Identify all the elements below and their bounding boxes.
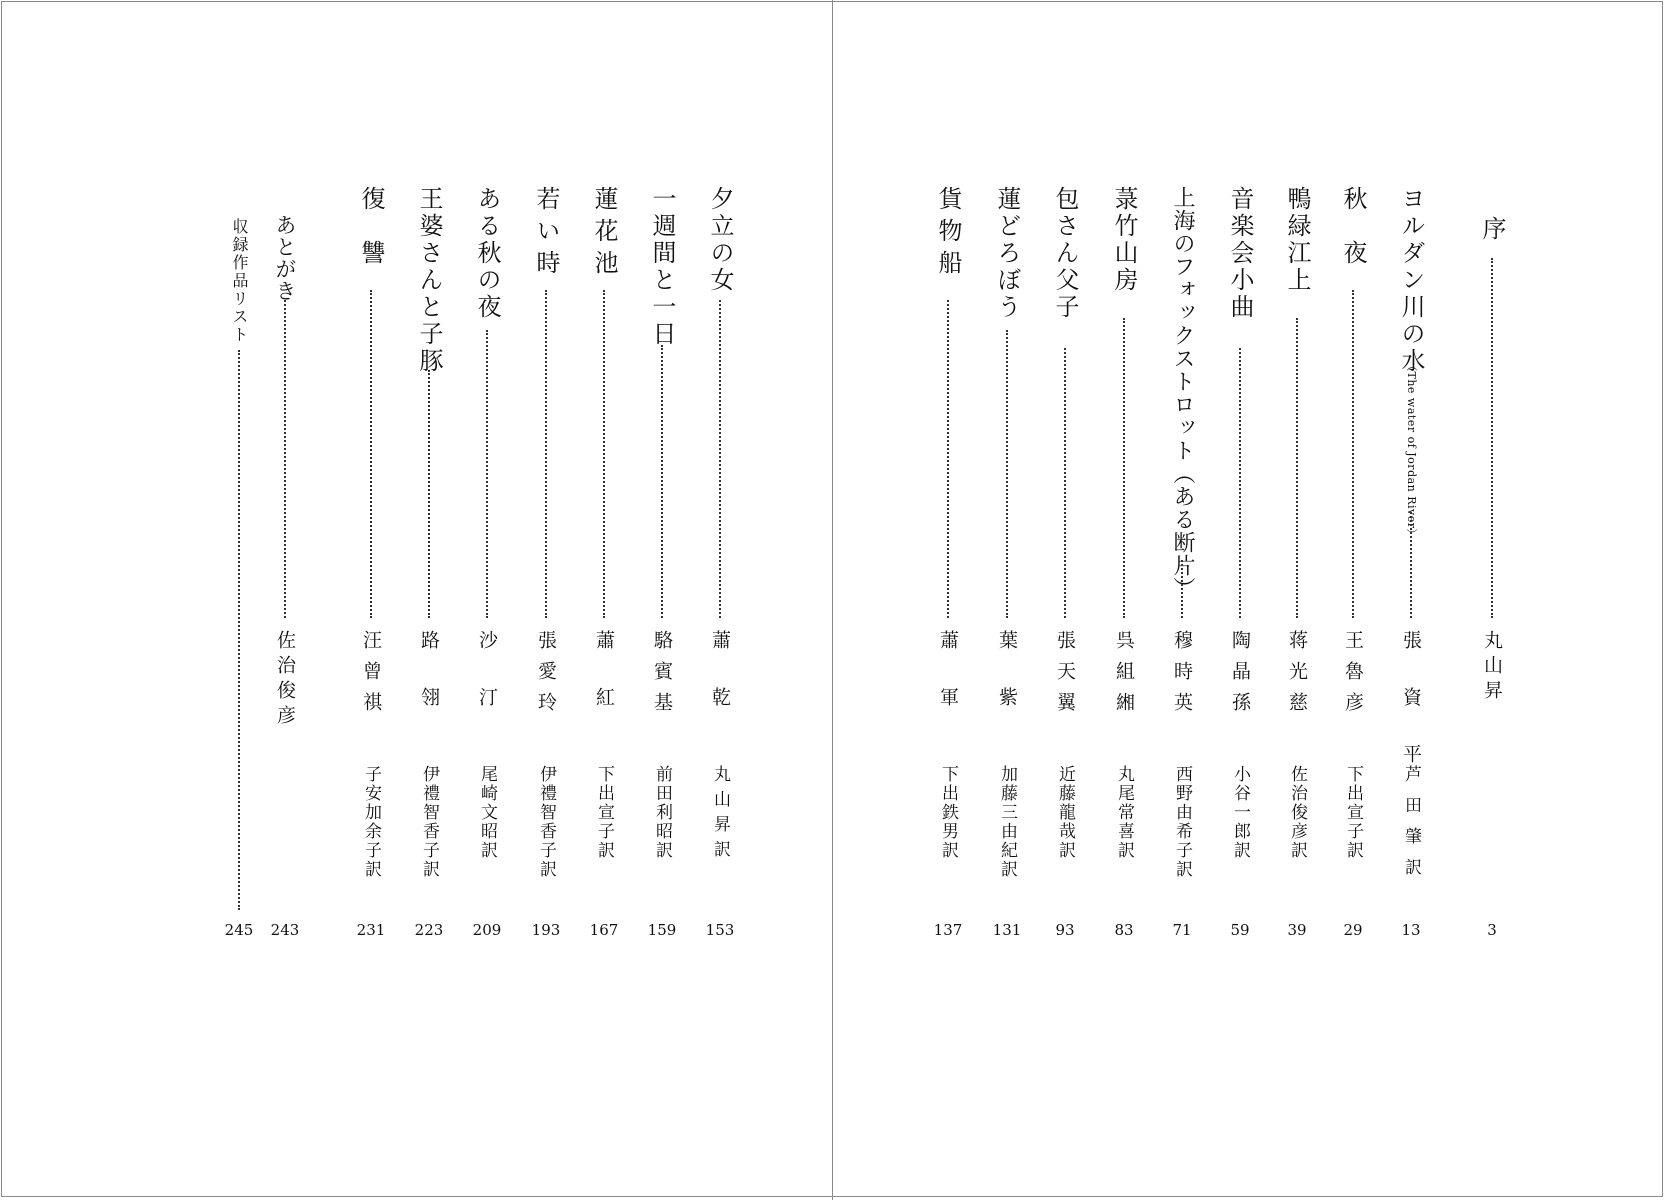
toc-entry[interactable] — [529, 0, 563, 1200]
toc-entry-page: 231 — [356, 921, 386, 939]
toc-entry-author: 張資平 — [1400, 630, 1422, 801]
toc-entry-translator: 芦田肇訳 — [1401, 765, 1421, 889]
dot-leader — [1352, 290, 1354, 618]
toc-entry-translator: 丸尾常喜訳 — [1114, 765, 1134, 860]
toc-entry-title: 包さん父子 — [1051, 186, 1079, 321]
toc-entry-title: 菉竹山房 — [1110, 186, 1138, 294]
toc-entry[interactable] — [990, 0, 1024, 1200]
toc-entry-author: 汪曾祺 — [360, 630, 382, 723]
toc-entry-author: 丸山昇 — [1481, 630, 1503, 705]
toc-entry-translator: 下出鉄男訳 — [938, 765, 958, 860]
toc-entry-page: 59 — [1230, 921, 1250, 939]
dot-leader — [486, 330, 488, 618]
toc-entry[interactable] — [1048, 0, 1082, 1200]
toc-entry-title: 上海のフォックストロット（ある断片） — [1170, 186, 1195, 600]
toc-entry-page: 223 — [414, 921, 444, 939]
toc-entry-author: 駱賓基 — [651, 630, 673, 723]
toc-entry[interactable] — [1475, 0, 1509, 1200]
toc-entry-title: 蓮花池 — [590, 186, 618, 282]
toc-entry-translator: 近藤龍哉訳 — [1055, 765, 1075, 860]
toc-entry-title: ある秋の夜 — [473, 186, 501, 321]
toc-entry-title: 貨物船 — [934, 186, 962, 282]
toc-entry-translator: 加藤三由紀訳 — [997, 765, 1017, 879]
toc-entry-title: 王婆さんと子豚 — [415, 186, 443, 375]
toc-entry-title: 夕立の女 — [706, 186, 734, 294]
toc-entry[interactable] — [1280, 0, 1314, 1200]
toc-entry-author: 張天翼 — [1054, 630, 1076, 723]
toc-entry[interactable] — [470, 0, 504, 1200]
toc-entry-page: 83 — [1114, 921, 1134, 939]
toc-entry-author: 蒋光慈 — [1286, 630, 1308, 723]
toc-entry-author: 王魯彦 — [1342, 630, 1364, 723]
dot-leader — [1239, 348, 1241, 618]
toc-right-page — [833, 0, 1666, 1200]
toc-entry-title: 音楽会小曲 — [1226, 186, 1254, 321]
toc-entry-author: 穆時英 — [1171, 630, 1193, 723]
dot-leader — [1006, 330, 1008, 618]
toc-entry-translator: 丸山昇訳 — [710, 765, 730, 865]
toc-entry-title: 鴨緑江上 — [1283, 186, 1311, 294]
toc-entry-page: 3 — [1487, 921, 1497, 939]
toc-entry-title: あとがき — [273, 214, 297, 302]
dot-leader — [284, 300, 286, 618]
toc-entry[interactable] — [268, 0, 302, 1200]
toc-entry-page: 131 — [992, 921, 1022, 939]
toc-entry-title: 一週間と一日 — [648, 186, 676, 348]
dot-leader — [1123, 318, 1125, 618]
toc-entry-title: 復讐 — [357, 186, 385, 294]
toc-entry-page: 193 — [531, 921, 561, 939]
toc-entry-page: 167 — [589, 921, 619, 939]
toc-entry-author: 路翎 — [418, 630, 440, 744]
toc-entry-translator: 尾崎文昭訳 — [477, 765, 497, 860]
toc-entry-title: 若い時 — [532, 186, 560, 282]
toc-entry-subtitle: （The water of Jordan River） — [1405, 360, 1418, 541]
dot-leader — [1064, 348, 1066, 618]
toc-entry-author: 佐治俊彦 — [274, 630, 296, 730]
toc-entry-page: 245 — [224, 921, 254, 939]
toc-entry-author: 陶晶孫 — [1229, 630, 1251, 723]
toc-entry-page: 243 — [270, 921, 300, 939]
toc-entry[interactable] — [587, 0, 621, 1200]
toc-entry-page: 159 — [647, 921, 677, 939]
toc-entry[interactable] — [412, 0, 446, 1200]
toc-entry-page: 39 — [1287, 921, 1307, 939]
dot-leader — [719, 300, 721, 618]
dot-leader — [1181, 560, 1183, 618]
toc-entry[interactable] — [931, 0, 965, 1200]
toc-entry-author: 沙汀 — [476, 630, 498, 744]
toc-entry-translator: 伊禮智香子訳 — [536, 765, 556, 879]
toc-entry[interactable] — [1165, 0, 1199, 1200]
toc-entry-page: 71 — [1172, 921, 1192, 939]
toc-entry[interactable] — [1336, 0, 1370, 1200]
toc-entry-title: 収録作品リスト — [230, 218, 249, 344]
dot-leader — [947, 300, 949, 618]
toc-entry-translator: 小谷一郎訳 — [1230, 765, 1250, 860]
toc-left-page — [0, 0, 832, 1200]
toc-entry-translator: 伊禮智香子訳 — [419, 765, 439, 879]
toc-entry[interactable] — [354, 0, 388, 1200]
toc-entry-page: 93 — [1055, 921, 1075, 939]
dot-leader — [661, 345, 663, 618]
toc-entry-author: 呉組緗 — [1113, 630, 1135, 723]
toc-entry-title: 秋夜 — [1339, 186, 1367, 294]
toc-entry-translator: 佐治俊彦訳 — [1287, 765, 1307, 860]
toc-entry-author: 蕭乾 — [709, 630, 731, 744]
toc-entry-page: 13 — [1401, 921, 1421, 939]
toc-entry-title: 序 — [1478, 216, 1506, 243]
dot-leader — [1491, 258, 1493, 618]
dot-leader — [238, 350, 240, 910]
toc-entry-page: 209 — [472, 921, 502, 939]
toc-entry[interactable] — [222, 0, 256, 1200]
dot-leader — [370, 290, 372, 618]
dot-leader — [428, 370, 430, 618]
toc-entry-translator: 前田利昭訳 — [652, 765, 672, 860]
toc-entry-page: 153 — [705, 921, 735, 939]
dot-leader — [603, 290, 605, 618]
toc-entry[interactable] — [1107, 0, 1141, 1200]
toc-entry-translator: 下出宣子訳 — [594, 765, 614, 860]
toc-entry[interactable] — [703, 0, 737, 1200]
toc-entry-author: 蕭軍 — [937, 630, 959, 744]
toc-entry-title: ヨルダン川の水 — [1397, 186, 1425, 375]
toc-entry-title: 蓮どろぼう — [993, 186, 1021, 321]
toc-entry-author: 蕭紅 — [593, 630, 615, 744]
toc-entry[interactable] — [645, 0, 679, 1200]
toc-entry-translator: 西野由希子訳 — [1172, 765, 1192, 879]
toc-entry[interactable] — [1394, 0, 1428, 1200]
toc-entry[interactable] — [1223, 0, 1257, 1200]
toc-entry-translator: 子安加余子訳 — [361, 765, 381, 879]
toc-entry-page: 137 — [933, 921, 963, 939]
dot-leader — [1410, 512, 1412, 618]
dot-leader — [1296, 318, 1298, 618]
dot-leader — [545, 290, 547, 618]
toc-entry-author: 張愛玲 — [535, 630, 557, 723]
toc-entry-page: 29 — [1343, 921, 1363, 939]
toc-entry-author: 葉紫 — [996, 630, 1018, 744]
toc-entry-translator: 下出宣子訳 — [1343, 765, 1363, 860]
